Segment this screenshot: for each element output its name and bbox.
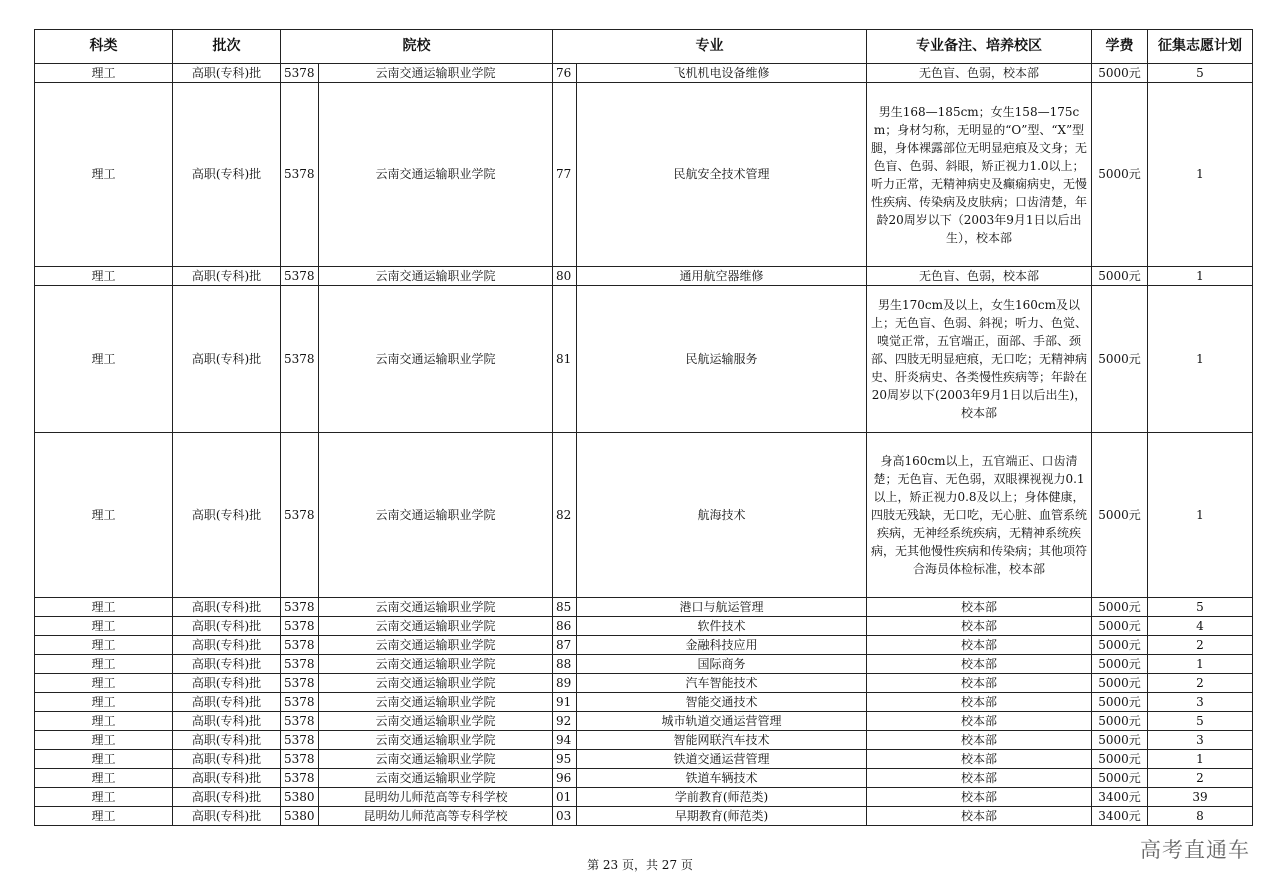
cell-plan: 2 xyxy=(1148,769,1253,788)
cell-school-name: 云南交通运输职业学院 xyxy=(319,769,553,788)
cell-tuition: 5000元 xyxy=(1092,750,1148,769)
cell-batch: 高职(专科)批 xyxy=(173,674,281,693)
cell-major-name: 软件技术 xyxy=(577,617,867,636)
table-row xyxy=(35,83,1253,267)
cell-notes: 校本部 xyxy=(867,598,1092,617)
cell-school-code: 5378 xyxy=(281,598,319,617)
cell-category: 理工 xyxy=(35,731,173,750)
cell-notes: 校本部 xyxy=(867,655,1092,674)
cell-major-name: 汽车智能技术 xyxy=(577,674,867,693)
cell-notes: 校本部 xyxy=(867,769,1092,788)
cell-batch: 高职(专科)批 xyxy=(173,655,281,674)
cell-plan: 1 xyxy=(1148,655,1253,674)
table-body xyxy=(35,64,1253,826)
table-row xyxy=(35,655,1253,674)
cell-school-name: 云南交通运输职业学院 xyxy=(319,64,553,83)
cell-notes: 校本部 xyxy=(867,731,1092,750)
admission-plan-table xyxy=(34,29,1253,826)
cell-school-code: 5378 xyxy=(281,769,319,788)
cell-notes: 男生168—185cm；女生158—175cm；身材匀称，无明显的“O”型、“X”型腿，身体裸露部位无明显疤痕及文身；无色盲、色弱、斜眼，矫正视力1.0以上；听力正常，无精神病史及癫痫病史，无慢性疾病、传染病及皮肤病；口齿清楚，年龄20周岁以下（2003年9月1日以后出生），校本部 xyxy=(867,83,1092,267)
cell-plan: 1 xyxy=(1148,750,1253,769)
table-row xyxy=(35,617,1253,636)
cell-category: 理工 xyxy=(35,750,173,769)
cell-category: 理工 xyxy=(35,286,173,433)
cell-major-name: 航海技术 xyxy=(577,433,867,598)
cell-major-code: 80 xyxy=(553,267,577,286)
table-row xyxy=(35,598,1253,617)
cell-batch: 高职(专科)批 xyxy=(173,769,281,788)
cell-tuition: 5000元 xyxy=(1092,617,1148,636)
cell-category: 理工 xyxy=(35,636,173,655)
cell-plan: 1 xyxy=(1148,267,1253,286)
cell-category: 理工 xyxy=(35,712,173,731)
cell-school-name: 云南交通运输职业学院 xyxy=(319,655,553,674)
header-plan: 征集志愿计划 xyxy=(1148,30,1253,64)
cell-tuition: 5000元 xyxy=(1092,693,1148,712)
cell-plan: 5 xyxy=(1148,64,1253,83)
cell-major-code: 03 xyxy=(553,807,577,826)
cell-school-code: 5378 xyxy=(281,64,319,83)
cell-tuition: 3400元 xyxy=(1092,807,1148,826)
cell-category: 理工 xyxy=(35,617,173,636)
cell-batch: 高职(专科)批 xyxy=(173,712,281,731)
table-row xyxy=(35,807,1253,826)
cell-tuition: 5000元 xyxy=(1092,655,1148,674)
cell-major-code: 76 xyxy=(553,64,577,83)
cell-major-code: 01 xyxy=(553,788,577,807)
cell-school-code: 5380 xyxy=(281,788,319,807)
cell-tuition: 5000元 xyxy=(1092,674,1148,693)
cell-school-name: 云南交通运输职业学院 xyxy=(319,433,553,598)
cell-plan: 2 xyxy=(1148,636,1253,655)
cell-category: 理工 xyxy=(35,598,173,617)
cell-notes: 身高160cm以上，五官端正、口齿清楚；无色盲、无色弱，双眼裸视视力0.1以上，矫正视力0.8及以上；身体健康，四肢无残缺，无口吃，无心脏、血管系统疾病，无神经系统疾病，无精神系统疾病，无其他慢性疾病和传染病；其他项符合海员体检标准，校本部 xyxy=(867,433,1092,598)
cell-tuition: 5000元 xyxy=(1092,286,1148,433)
cell-batch: 高职(专科)批 xyxy=(173,64,281,83)
cell-major-name: 学前教育(师范类) xyxy=(577,788,867,807)
cell-major-code: 77 xyxy=(553,83,577,267)
table-row xyxy=(35,674,1253,693)
cell-school-code: 5380 xyxy=(281,807,319,826)
cell-school-code: 5378 xyxy=(281,731,319,750)
cell-school-name: 云南交通运输职业学院 xyxy=(319,286,553,433)
cell-major-name: 铁道交通运营管理 xyxy=(577,750,867,769)
cell-category: 理工 xyxy=(35,693,173,712)
cell-major-name: 民航运输服务 xyxy=(577,286,867,433)
cell-major-code: 85 xyxy=(553,598,577,617)
cell-major-name: 城市轨道交通运营管理 xyxy=(577,712,867,731)
cell-notes: 校本部 xyxy=(867,617,1092,636)
cell-tuition: 5000元 xyxy=(1092,83,1148,267)
cell-major-code: 82 xyxy=(553,433,577,598)
table-row xyxy=(35,788,1253,807)
cell-batch: 高职(专科)批 xyxy=(173,693,281,712)
cell-major-name: 铁道车辆技术 xyxy=(577,769,867,788)
cell-plan: 8 xyxy=(1148,807,1253,826)
cell-batch: 高职(专科)批 xyxy=(173,807,281,826)
cell-notes: 校本部 xyxy=(867,674,1092,693)
cell-major-code: 92 xyxy=(553,712,577,731)
cell-school-name: 云南交通运输职业学院 xyxy=(319,693,553,712)
page-number: 第 23 页，共 27 页 xyxy=(587,858,693,872)
cell-school-code: 5378 xyxy=(281,693,319,712)
cell-major-code: 81 xyxy=(553,286,577,433)
cell-plan: 1 xyxy=(1148,433,1253,598)
table-row xyxy=(35,731,1253,750)
cell-category: 理工 xyxy=(35,788,173,807)
cell-school-code: 5378 xyxy=(281,617,319,636)
cell-tuition: 5000元 xyxy=(1092,769,1148,788)
cell-school-code: 5378 xyxy=(281,712,319,731)
cell-major-name: 智能交通技术 xyxy=(577,693,867,712)
cell-school-name: 云南交通运输职业学院 xyxy=(319,83,553,267)
cell-major-name: 金融科技应用 xyxy=(577,636,867,655)
table-row xyxy=(35,712,1253,731)
cell-major-code: 95 xyxy=(553,750,577,769)
cell-plan: 4 xyxy=(1148,617,1253,636)
cell-major-code: 96 xyxy=(553,769,577,788)
cell-school-name: 云南交通运输职业学院 xyxy=(319,636,553,655)
cell-notes: 无色盲、色弱，校本部 xyxy=(867,267,1092,286)
cell-major-name: 民航安全技术管理 xyxy=(577,83,867,267)
cell-notes: 无色盲、色弱，校本部 xyxy=(867,64,1092,83)
cell-school-name: 云南交通运输职业学院 xyxy=(319,598,553,617)
cell-school-code: 5378 xyxy=(281,655,319,674)
header-major: 专业 xyxy=(553,30,867,64)
table-row xyxy=(35,636,1253,655)
cell-plan: 39 xyxy=(1148,788,1253,807)
cell-school-code: 5378 xyxy=(281,636,319,655)
cell-school-code: 5378 xyxy=(281,433,319,598)
cell-tuition: 5000元 xyxy=(1092,267,1148,286)
cell-notes: 校本部 xyxy=(867,788,1092,807)
cell-school-code: 5378 xyxy=(281,750,319,769)
cell-category: 理工 xyxy=(35,267,173,286)
cell-school-name: 云南交通运输职业学院 xyxy=(319,731,553,750)
watermark-text: 高考直通车 xyxy=(1140,838,1250,862)
header-batch: 批次 xyxy=(173,30,281,64)
cell-category: 理工 xyxy=(35,807,173,826)
cell-school-name: 云南交通运输职业学院 xyxy=(319,617,553,636)
cell-tuition: 5000元 xyxy=(1092,731,1148,750)
table-row xyxy=(35,769,1253,788)
cell-school-name: 云南交通运输职业学院 xyxy=(319,712,553,731)
cell-category: 理工 xyxy=(35,655,173,674)
cell-category: 理工 xyxy=(35,83,173,267)
cell-category: 理工 xyxy=(35,64,173,83)
cell-notes: 校本部 xyxy=(867,693,1092,712)
cell-batch: 高职(专科)批 xyxy=(173,83,281,267)
table-header-row xyxy=(35,30,1253,64)
header-tuition: 学费 xyxy=(1092,30,1148,64)
cell-tuition: 5000元 xyxy=(1092,712,1148,731)
cell-notes: 校本部 xyxy=(867,712,1092,731)
cell-school-name: 云南交通运输职业学院 xyxy=(319,267,553,286)
cell-plan: 5 xyxy=(1148,598,1253,617)
cell-school-name: 昆明幼儿师范高等专科学校 xyxy=(319,788,553,807)
cell-school-code: 5378 xyxy=(281,83,319,267)
cell-school-code: 5378 xyxy=(281,674,319,693)
cell-notes: 校本部 xyxy=(867,636,1092,655)
cell-batch: 高职(专科)批 xyxy=(173,598,281,617)
table-row xyxy=(35,433,1253,598)
cell-batch: 高职(专科)批 xyxy=(173,750,281,769)
cell-plan: 2 xyxy=(1148,674,1253,693)
cell-plan: 5 xyxy=(1148,712,1253,731)
cell-major-code: 88 xyxy=(553,655,577,674)
cell-major-code: 94 xyxy=(553,731,577,750)
table-row xyxy=(35,286,1253,433)
cell-tuition: 5000元 xyxy=(1092,598,1148,617)
cell-major-code: 86 xyxy=(553,617,577,636)
cell-batch: 高职(专科)批 xyxy=(173,731,281,750)
cell-major-code: 89 xyxy=(553,674,577,693)
cell-school-code: 5378 xyxy=(281,286,319,433)
cell-batch: 高职(专科)批 xyxy=(173,617,281,636)
cell-plan: 1 xyxy=(1148,83,1253,267)
cell-category: 理工 xyxy=(35,433,173,598)
cell-batch: 高职(专科)批 xyxy=(173,788,281,807)
cell-tuition: 5000元 xyxy=(1092,64,1148,83)
cell-major-name: 早期教育(师范类) xyxy=(577,807,867,826)
cell-school-name: 云南交通运输职业学院 xyxy=(319,674,553,693)
table-row xyxy=(35,693,1253,712)
header-category: 科类 xyxy=(35,30,173,64)
cell-plan: 3 xyxy=(1148,693,1253,712)
cell-batch: 高职(专科)批 xyxy=(173,636,281,655)
table-row xyxy=(35,267,1253,286)
header-school: 院校 xyxy=(281,30,553,64)
cell-school-code: 5378 xyxy=(281,267,319,286)
cell-major-code: 91 xyxy=(553,693,577,712)
cell-category: 理工 xyxy=(35,769,173,788)
cell-notes: 校本部 xyxy=(867,750,1092,769)
cell-notes: 校本部 xyxy=(867,807,1092,826)
cell-tuition: 3400元 xyxy=(1092,788,1148,807)
cell-category: 理工 xyxy=(35,674,173,693)
cell-major-name: 港口与航运管理 xyxy=(577,598,867,617)
cell-major-name: 飞机机电设备维修 xyxy=(577,64,867,83)
cell-plan: 1 xyxy=(1148,286,1253,433)
table-row xyxy=(35,64,1253,83)
cell-major-code: 87 xyxy=(553,636,577,655)
cell-major-name: 通用航空器维修 xyxy=(577,267,867,286)
cell-batch: 高职(专科)批 xyxy=(173,267,281,286)
cell-major-name: 国际商务 xyxy=(577,655,867,674)
cell-batch: 高职(专科)批 xyxy=(173,286,281,433)
cell-notes: 男生170cm及以上，女生160cm及以上；无色盲、色弱、斜视；听力、色觉、嗅觉正常，五官端正，面部、手部、颈部、四肢无明显疤痕，无口吃；无精神病史、肝炎病史、各类慢性疾病等；年龄在20周岁以下(2003年9月1日以后出生)，校本部 xyxy=(867,286,1092,433)
header-notes: 专业备注、培养校区 xyxy=(867,30,1092,64)
table-row xyxy=(35,750,1253,769)
cell-school-name: 昆明幼儿师范高等专科学校 xyxy=(319,807,553,826)
cell-plan: 3 xyxy=(1148,731,1253,750)
cell-major-name: 智能网联汽车技术 xyxy=(577,731,867,750)
cell-tuition: 5000元 xyxy=(1092,433,1148,598)
cell-batch: 高职(专科)批 xyxy=(173,433,281,598)
cell-school-name: 云南交通运输职业学院 xyxy=(319,750,553,769)
cell-tuition: 5000元 xyxy=(1092,636,1148,655)
